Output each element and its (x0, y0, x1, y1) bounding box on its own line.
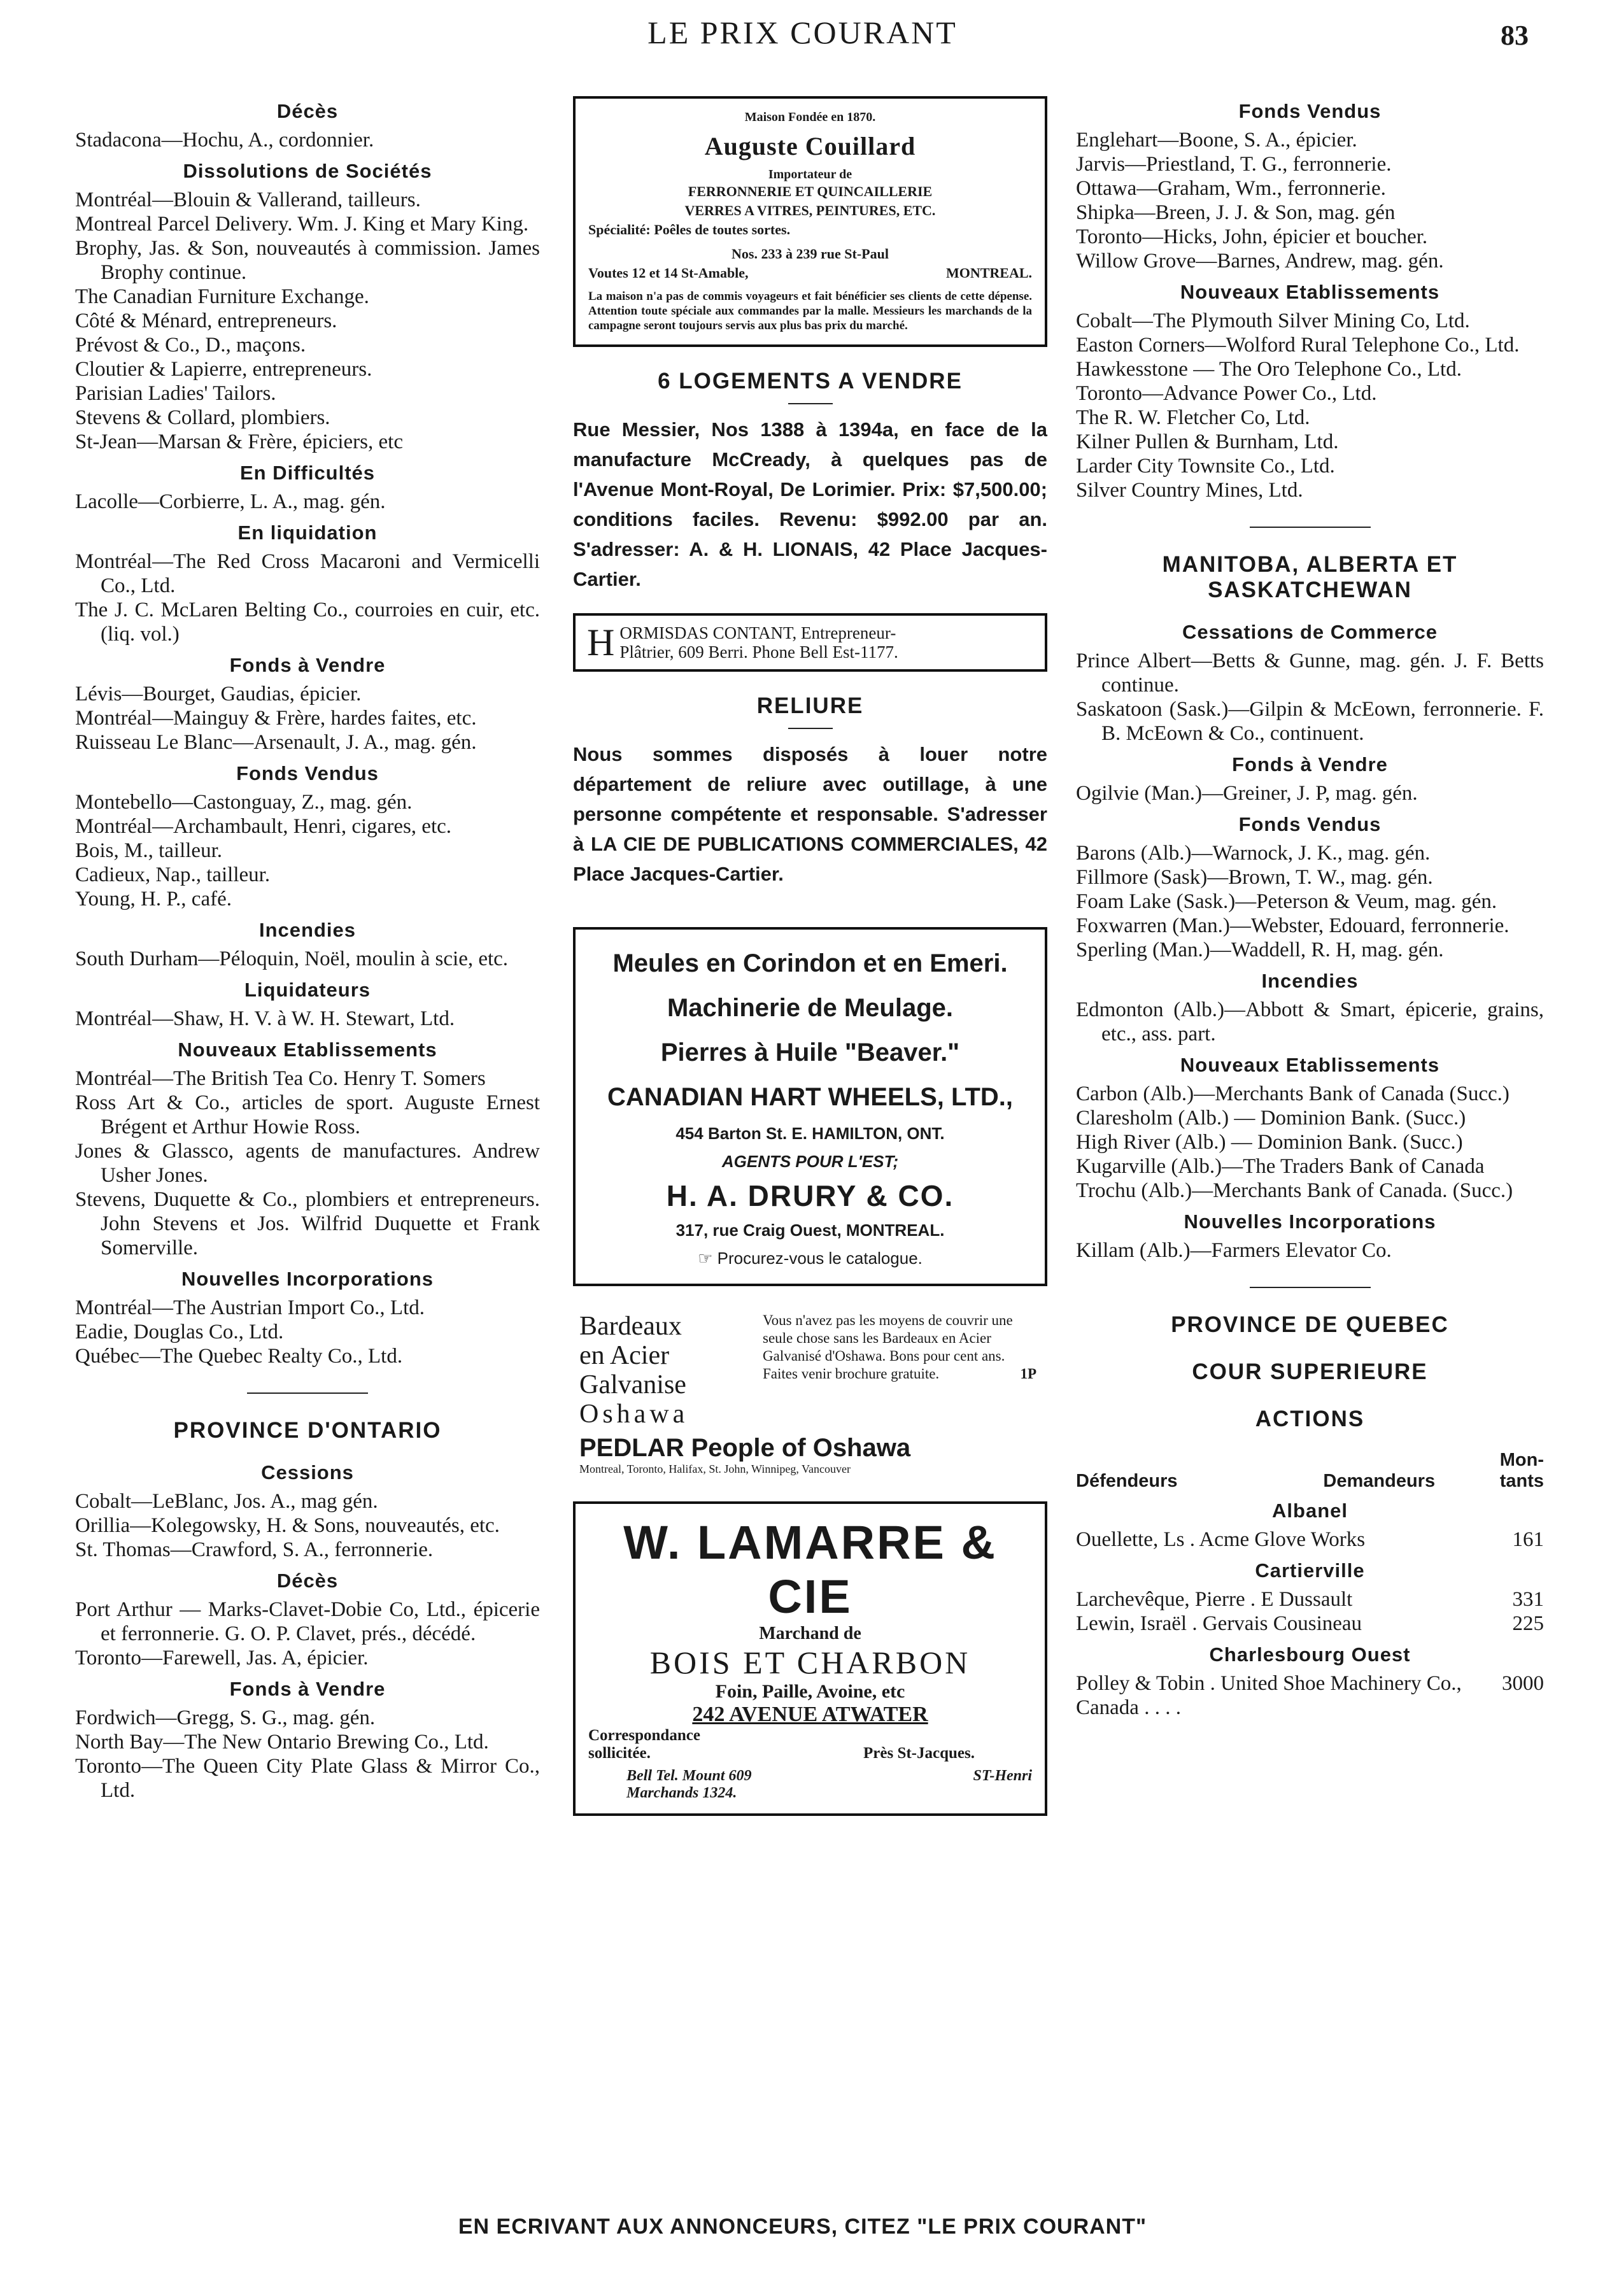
ad-line: VERRES A VITRES, PEINTURES, ETC. (684, 202, 936, 218)
ad-line: Meules en Corindon et en Emeri. (612, 949, 1008, 977)
list-item: Parisian Ladies' Tailors. (75, 382, 276, 405)
pointing-hand-icon: ☞ (698, 1249, 718, 1268)
list-item: The J. C. McLaren Belting Co., courroies en cuir, etc. (liq. vol.) (75, 599, 540, 646)
list-item: Prévost & Co., D., maçons. (75, 334, 306, 357)
list-item: St-Jean—Marsan & Frère, épiciers, etc (75, 430, 403, 453)
list-item: Ottawa—Graham, Wm., ferronnerie. (1076, 177, 1386, 200)
list-item: Fillmore (Sask)—Brown, T. W., mag. gén. (1076, 866, 1433, 889)
actions-place: Charlesbourg Ouest (1209, 1643, 1411, 1666)
ad-address-row (588, 264, 1032, 283)
hart-wheels-ad (573, 927, 1047, 1286)
list-item: Toronto—Hicks, John, épicier et boucher. (1076, 225, 1428, 248)
ad-line: Pierres à Huile "Beaver." (660, 1038, 960, 1067)
col-defendeurs: Défendeurs (1076, 1471, 1178, 1491)
amount: 161 (1512, 1528, 1544, 1551)
section-heading: Fonds à Vendre (1232, 753, 1388, 776)
defendant-plaintiff: Ouellette, Ls . Acme Glove Works (1076, 1528, 1366, 1551)
ad-role: Importateur de (768, 167, 852, 181)
actions-place: Cartierville (1255, 1559, 1365, 1582)
lamarre-phone: Marchands 1324. (626, 1785, 737, 1801)
section-heading: En liquidation (237, 521, 378, 544)
list-item: North Bay—The New Ontario Brewing Co., Ltd. (75, 1731, 489, 1754)
list-item: Ross Art & Co., articles de sport. Auguste Ernest Brégent et Arthur Howie Ross. (75, 1091, 540, 1138)
col-demandeurs: Demandeurs (1323, 1471, 1436, 1491)
ad-catalogue (588, 1244, 1032, 1272)
table-row (1076, 1527, 1544, 1552)
list-item: Cadieux, Nap., tailleur. (75, 863, 271, 886)
contant-text (619, 623, 898, 662)
divider (788, 403, 833, 404)
ad-agent-address: 317, rue Craig Ouest, MONTREAL. (675, 1221, 945, 1240)
section-heading: En Difficultés (239, 462, 376, 484)
list-item: Saskatoon (Sask.)—Gilpin & McEown, ferronnerie. F. B. McEown & Co., continuent. (1076, 698, 1544, 745)
lamarre-near: Près St-Jacques. (863, 1745, 975, 1762)
region-heading: PROVINCE DE QUEBEC (1171, 1312, 1449, 1337)
list-item: Kilner Pullen & Burnham, Ltd. (1076, 430, 1339, 453)
list-item: Toronto—The Queen City Plate Glass & Mirror Co., Ltd. (75, 1755, 540, 1802)
region-heading: COUR SUPERIEURE (1192, 1359, 1428, 1384)
pedlar-headline-line: Oshawa (579, 1400, 689, 1429)
list-item: Foxwarren (Man.)—Webster, Edouard, ferronnerie. (1076, 914, 1510, 937)
defendant-plaintiff: Lewin, Israël . Gervais Cousineau (1076, 1612, 1362, 1635)
list-item: Port Arthur — Marks-Clavet-Dobie Co, Ltd., épicerie et ferronnerie. G. O. P. Clavet, prés., décédé. (75, 1598, 540, 1645)
list-item: The Canadian Furniture Exchange. (75, 285, 369, 308)
list-item: Montebello—Castonguay, Z., mag. gén. (75, 791, 413, 814)
ad-company: CANADIAN HART WHEELS, LTD., (607, 1083, 1013, 1111)
list-item: Côté & Ménard, entrepreneurs. (75, 309, 337, 332)
divider (247, 1392, 368, 1394)
col-montants: Mon-tants (1499, 1450, 1544, 1491)
lamarre-sub: Marchand de (759, 1624, 861, 1643)
actions-header (1076, 1450, 1544, 1492)
table-row (1076, 1587, 1544, 1612)
lamarre-corr-text (588, 1727, 700, 1762)
list-item: Carbon (Alb.)—Merchants Bank of Canada (Succ.) (1076, 1082, 1510, 1105)
list-item: Montréal—Mainguy & Frère, hardes faites, etc. (75, 707, 477, 730)
ad-agent-name: H. A. DRURY & CO. (666, 1179, 954, 1212)
table-row (1076, 1671, 1544, 1720)
section-heading: Nouveaux Etablissements (1180, 281, 1440, 303)
table-row (1076, 1612, 1544, 1636)
pedlar-brand: PEDLAR People of Oshawa (579, 1434, 911, 1462)
list-item: Foam Lake (Sask.)—Peterson & Veum, mag. gén. (1076, 890, 1497, 913)
list-item: Englehart—Boone, S. A., épicier. (1076, 129, 1357, 152)
region-heading: ACTIONS (1255, 1407, 1365, 1431)
contant-initial: H (587, 621, 615, 663)
list-item: Bois, M., tailleur. (75, 839, 222, 862)
amount: 3000 (1502, 1672, 1544, 1695)
pedlar-headline-line: Bardeaux (579, 1312, 682, 1341)
list-item: Montréal—The Austrian Import Co., Ltd. (75, 1296, 425, 1319)
page-title: LE PRIX COURANT (647, 15, 958, 50)
lamarre-address: 242 AVENUE ATWATER (692, 1703, 928, 1726)
pedlar-headline (579, 1312, 751, 1429)
list-item: Kugarville (Alb.)—The Traders Bank of Canada (1076, 1155, 1485, 1178)
ad-address: Nos. 233 à 239 rue St-Paul (732, 246, 889, 262)
actions-body (1076, 1499, 1544, 1720)
lamarre-ad (573, 1501, 1047, 1816)
list-item: Claresholm (Alb.) — Dominion Bank. (Succ.) (1076, 1107, 1466, 1130)
page-number: 83 (1501, 20, 1529, 51)
list-item: Toronto—Advance Power Co., Ltd. (1076, 382, 1377, 405)
ad-address-city: MONTREAL. (945, 265, 1032, 281)
contant-ad-row (587, 623, 1033, 662)
list-item: Lévis—Bourget, Gaudias, épicier. (75, 683, 362, 705)
lamarre-phone: Bell Tel. Mount 609 (626, 1768, 752, 1784)
reliure-body: Nous sommes disposés à louer notre département de reliure avec outillage, à une personne compétente et responsable. S'adresser à LA CIE DE PUBLICATIONS COMMERCIALES, 42 Place Jacques-Cartier. (573, 743, 1047, 885)
defendant-plaintiff: Polley & Tobin . United Shoe Machinery Co., Canada . . . . (1076, 1672, 1462, 1719)
list-item: Toronto—Farewell, Jas. A, épicier. (75, 1647, 369, 1669)
logements-title: 6 LOGEMENTS A VENDRE (658, 369, 963, 393)
list-item: Ruisseau Le Blanc—Arsenault, J. A., mag. gén. (75, 731, 477, 754)
list-item: Orillia—Kolegowsky, H. & Sons, nouveautés, etc. (75, 1514, 500, 1537)
list-item: Cobalt—LeBlanc, Jos. A., mag gén. (75, 1490, 378, 1513)
list-item: Québec—The Quebec Realty Co., Ltd. (75, 1345, 403, 1368)
section-heading: Cessations de Commerce (1182, 621, 1438, 643)
list-item: St. Thomas—Crawford, S. A., ferronnerie. (75, 1538, 434, 1561)
lamarre-district: ST-Henri (973, 1768, 1032, 1784)
lamarre-name: W. LAMARRE & CIE (623, 1516, 997, 1623)
list-item: Trochu (Alb.)—Merchants Bank of Canada. (Succ.) (1076, 1179, 1513, 1202)
section-heading: Fonds à Vendre (229, 654, 386, 676)
list-item: Hawkesstone — The Oro Telephone Co., Ltd. (1076, 358, 1462, 381)
list-item: Montréal—Shaw, H. V. à W. H. Stewart, Ltd. (75, 1007, 455, 1030)
list-item: Ogilvie (Man.)—Greiner, J. P, mag. gén. (1076, 782, 1418, 805)
ad-address: 454 Barton St. E. HAMILTON, ONT. (675, 1124, 945, 1143)
contant-line: ORMISDAS CONTANT, Entrepreneur- (619, 623, 896, 642)
list-item: Cloutier & Lapierre, entrepreneurs. (75, 358, 372, 381)
actions-place: Albanel (1272, 1499, 1348, 1522)
lamarre-phones (588, 1768, 1032, 1785)
list-item: Prince Albert—Betts & Gunne, mag. gén. J. F. Betts continue. (1076, 649, 1544, 697)
ad-specialty: Spécialité: Poêles de toutes sortes. (588, 222, 791, 237)
list-item: Barons (Alb.)—Warnock, J. K., mag. gén. (1076, 842, 1431, 865)
section-heading: Nouveaux Etablissements (1180, 1054, 1440, 1076)
middle-column (573, 92, 1047, 1816)
ad-catalogue-text: Procurez-vous le catalogue. (717, 1249, 923, 1268)
section-heading: Fonds Vendus (236, 762, 379, 784)
list-item: Lacolle—Corbierre, L. A., mag. gén. (75, 490, 386, 513)
list-item: Shipka—Breen, J. J. & Son, mag. gén (1076, 201, 1396, 224)
list-item: Larder City Townsite Co., Ltd. (1076, 455, 1335, 478)
list-item: Montreal Parcel Delivery. Wm. J. King et Mary King. (75, 213, 529, 236)
couillard-ad (573, 96, 1047, 347)
list-item: High River (Alb.) — Dominion Bank. (Succ.) (1076, 1131, 1463, 1154)
lamarre-corr-line: sollicitée. (588, 1745, 651, 1762)
amount: 225 (1512, 1612, 1544, 1635)
ad-agents: AGENTS POUR L'EST; (721, 1152, 899, 1171)
right-column-list (1076, 100, 1544, 1432)
lamarre-phones-2 (588, 1785, 1032, 1802)
section-heading: Incendies (259, 919, 356, 941)
divider (1250, 1287, 1371, 1288)
ad-note: La maison n'a pas de commis voyageurs et fait bénéficier ses clients de cette dépense. Attention toute spéciale aux commandes par la malle. Messieurs les marchands de la campagne seront toujours servis aux plus bas prix du marché. (588, 290, 1032, 332)
lamarre-correspondence (588, 1727, 1032, 1762)
lamarre-what: BOIS ET CHARBON (649, 1645, 971, 1680)
list-item: Fordwich—Gregg, S. G., mag. gén. (75, 1706, 376, 1729)
pedlar-headline-line: Galvanise (579, 1370, 686, 1400)
section-heading: Fonds Vendus (1238, 813, 1382, 835)
section-heading: Nouveaux Etablissements (178, 1038, 437, 1061)
list-item: Eadie, Douglas Co., Ltd. (75, 1321, 284, 1343)
reliure-title: RELIURE (756, 693, 864, 718)
list-item: Cobalt—The Plymouth Silver Mining Co, Ltd. (1076, 309, 1470, 332)
section-heading: Cessions (261, 1461, 354, 1484)
amount: 331 (1512, 1588, 1544, 1611)
list-item: Jones & Glassco, agents de manufactures. Andrew Usher Jones. (75, 1140, 540, 1187)
ad-company-name: Auguste Couillard (704, 132, 916, 160)
section-heading: Fonds à Vendre (229, 1678, 386, 1700)
contant-ad (573, 613, 1047, 672)
list-item: Willow Grove—Barnes, Andrew, mag. gén. (1076, 250, 1444, 273)
section-heading: Incendies (1261, 970, 1359, 992)
list-item: Edmonton (Alb.)—Abbott & Smart, épicerie, grains, etc., ass. part. (1076, 998, 1544, 1045)
left-column (75, 92, 540, 1803)
list-item: Stevens & Collard, plombiers. (75, 406, 330, 429)
section-heading: Liquidateurs (244, 979, 371, 1001)
list-item: Killam (Alb.)—Farmers Elevator Co. (1076, 1239, 1392, 1262)
contant-line: Plâtrier, 609 Berri. Phone Bell Est-1177. (619, 642, 898, 662)
right-column (1076, 92, 1544, 1720)
list-item: The R. W. Fletcher Co, Ltd. (1076, 406, 1310, 429)
ad-line: Machinerie de Meulage. (667, 994, 954, 1022)
pedlar-cities: Montreal, Toronto, Halifax, St. John, Winnipeg, Vancouver (579, 1463, 851, 1475)
list-item: Jarvis—Priestland, T. G., ferronnerie. (1076, 153, 1392, 176)
region-heading: MANITOBA, ALBERTA ET SASKATCHEWAN (1162, 552, 1458, 602)
pedlar-copy-text: Vous n'avez pas les moyens de couvrir une seule chose sans les Bardeaux en Acier Galvanisé d'Oshawa. Bons pour cent ans. Faites venir brochure gratuite. (763, 1312, 1013, 1382)
section-heading: Décès (276, 100, 339, 122)
list-item: Montréal—Blouin & Vallerand, tailleurs. (75, 188, 421, 211)
divider (788, 728, 833, 729)
list-item: Stadacona—Hochu, A., cordonnier. (75, 129, 374, 152)
list-item: Sperling (Man.)—Waddell, R. H, mag. gén. (1076, 939, 1444, 961)
list-item: Montréal—Archambault, Henri, cigares, etc. (75, 815, 452, 838)
section-heading: Fonds Vendus (1238, 100, 1382, 122)
section-heading: Nouvelles Incorporations (181, 1268, 434, 1290)
pedlar-copy (751, 1312, 1036, 1429)
section-heading: Dissolutions de Sociétés (183, 160, 432, 182)
pedlar-code: 1P (1020, 1366, 1036, 1382)
list-item: Montréal—The Red Cross Macaroni and Vermicelli Co., Ltd. (75, 550, 540, 597)
region-heading: PROVINCE D'ONTARIO (173, 1418, 442, 1443)
ad-address-vaults: Voutes 12 et 14 St-Amable, (588, 265, 749, 281)
section-heading: Décès (276, 1570, 339, 1592)
ad-founded: Maison Fondée en 1870. (744, 110, 876, 124)
ad-line: FERRONNERIE ET QUINCAILLERIE (688, 183, 933, 199)
list-item: Montréal—The British Tea Co. Henry T. Somers (75, 1067, 486, 1090)
pedlar-ad (579, 1312, 1041, 1476)
section-heading: Nouvelles Incorporations (1184, 1210, 1436, 1233)
list-item: Brophy, Jas. & Son, nouveautés à commission. James Brophy continue. (75, 237, 540, 284)
list-item: South Durham—Péloquin, Noël, moulin à scie, etc. (75, 947, 509, 970)
defendant-plaintiff: Larchevêque, Pierre . E Dussault (1076, 1588, 1353, 1611)
list-item: Silver Country Mines, Ltd. (1076, 479, 1303, 502)
pedlar-headline-line: en Acier (579, 1341, 670, 1370)
lamarre-corr-line: Correspondance (588, 1727, 700, 1744)
lamarre-what2: Foin, Paille, Avoine, etc (715, 1681, 905, 1702)
page-footer: EN ECRIVANT AUX ANNONCEURS, CITEZ "LE PRIX COURANT" (458, 2215, 1147, 2239)
list-item: Easton Corners—Wolford Rural Telephone Co., Ltd. (1076, 334, 1520, 357)
divider (1250, 527, 1371, 528)
list-item: Stevens, Duquette & Co., plombiers et entrepreneurs. John Stevens et Jos. Wilfrid Duquette et Frank Somerville. (75, 1188, 540, 1259)
list-item: Young, H. P., café. (75, 888, 232, 911)
logements-body: Rue Messier, Nos 1388 à 1394a, en face de la manufacture McCready, à quelques pas de l'Avenue Mont-Royal, De Lorimier. Prix: $7,500.00; conditions faciles. Revenu: $992.00 par an. S'adresser: A. & H. LIONAIS, 42 Place Jacques-Cartier. (573, 418, 1047, 590)
